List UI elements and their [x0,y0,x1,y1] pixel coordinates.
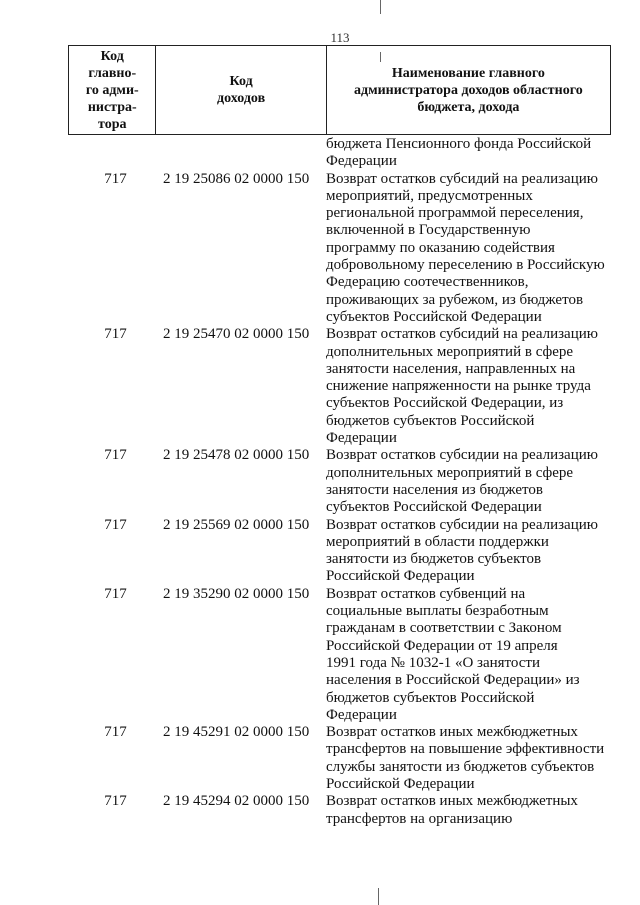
table-row [68,724,628,793]
income-code: 2 19 25478 02 0000 150 [163,447,310,464]
page-number: 113 [330,30,350,45]
admin-code: 717 [104,516,127,533]
header-income-code: Код доходов [156,46,326,135]
income-code: 2 19 45291 02 0000 150 [163,724,310,741]
income-code: 2 19 45294 02 0000 150 [163,793,310,810]
income-description: Возврат остатков субвенций на социальные выплаты безработным гражданам в соответствии с Законом Российской Федерации от 19 апреля 1991 года № 1032-1 «О занятости населения в Российской Федерации» из бюджетов субъектов Российской Федерации [326,585,580,723]
income-code: 2 19 35290 02 0000 150 [163,585,310,602]
income-code: 2 19 25470 02 0000 150 [163,326,310,343]
scan-mark-top [380,0,381,14]
income-description: Возврат остатков субсидии на реализацию мероприятий в области поддержки занятости из бюджетов субъектов Российской Федерации [326,516,598,585]
admin-code: 717 [104,170,127,187]
income-description: Возврат остатков субсидий на реализацию мероприятий, предусмотренных региональной программой переселения, включенной в Государственную программу по оказанию содействия добровольному переселению в Российскую Федерацию соотечественников, проживающих за рубежом, из бюджетов субъектов Российской Федерации [326,170,605,325]
admin-code: 717 [104,326,127,343]
income-description: Возврат остатков субсидии на реализацию дополнительных мероприятий в сфере занятости населения из бюджетов субъектов Российской Федерации [326,447,598,516]
header-name: Наименование главного администратора доходов областного бюджета, дохода [326,46,610,135]
table-row [68,793,628,828]
table-row [68,447,628,516]
income-description: Возврат остатков субсидий на реализацию дополнительных мероприятий в сфере занятости населения, направленных на снижение напряженности на рынке труда субъектов Российской Федерации, из бюджетов субъектов Российской Федерации [326,326,598,447]
table-header [68,45,611,135]
admin-code: 717 [104,793,127,810]
table-row [68,326,628,447]
admin-code: 717 [104,447,127,464]
admin-code: 717 [104,724,127,741]
table-row [68,586,628,724]
income-description: Возврат остатков иных межбюджетных трансфертов на повышение эффективности службы занятости из бюджетов субъектов Российской Федерации [326,724,605,792]
table-body [68,136,628,828]
table-row [68,171,628,327]
income-description: Возврат остатков иных межбюджетных трансфертов на организацию [326,793,578,827]
table-row [68,517,628,586]
continuation-text: бюджета Пенсионного фонда Российской Федерации [326,136,592,170]
header-admin-code: Код главно- го адми- нистра- тора [69,46,156,135]
admin-code: 717 [104,585,127,602]
income-code: 2 19 25086 02 0000 150 [163,170,310,187]
scan-mark-bottom [378,888,379,905]
income-code: 2 19 25569 02 0000 150 [163,516,310,533]
